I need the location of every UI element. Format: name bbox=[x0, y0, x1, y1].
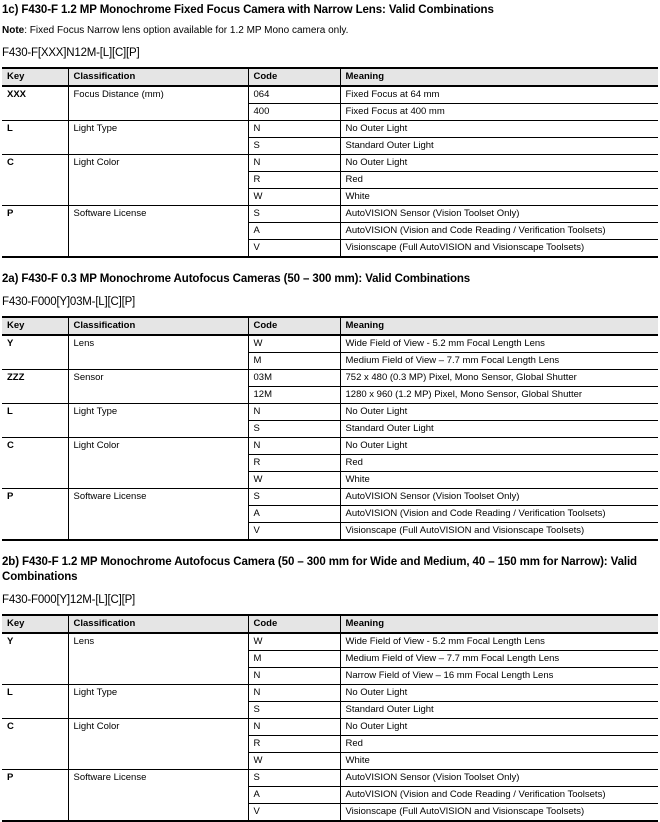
cell-code: N bbox=[248, 719, 340, 736]
cell-classification: Software License bbox=[68, 206, 248, 258]
cell-code: S bbox=[248, 770, 340, 787]
table-header-row bbox=[2, 615, 658, 633]
cell-code: W bbox=[248, 472, 340, 489]
section-heading: 1c) F430-F 1.2 MP Monochrome Fixed Focus Camera with Narrow Lens: Valid Combinations bbox=[2, 4, 494, 16]
part-number: F430-F000[Y]03M-[L][C][P] bbox=[2, 296, 136, 308]
part-number: F430-F000[Y]12M-[L][C][P] bbox=[2, 594, 136, 606]
cell-meaning: Red bbox=[340, 172, 658, 189]
cell-code: W bbox=[248, 189, 340, 206]
note-label: Note bbox=[2, 25, 25, 36]
cell-key: ZZZ bbox=[2, 370, 68, 404]
cell-meaning: Visionscape (Full AutoVISION and Visionscape Toolsets) bbox=[340, 240, 658, 258]
cell-meaning: Wide Field of View - 5.2 mm Focal Length Lens bbox=[345, 338, 545, 349]
column-header-classification: Classification bbox=[68, 317, 248, 335]
table-row bbox=[2, 489, 658, 506]
cell-meaning: 752 x 480 (0.3 MP) Pixel, Mono Sensor, Global Shutter bbox=[340, 370, 658, 387]
section-2a bbox=[2, 258, 658, 541]
cell-classification: Lens bbox=[68, 633, 248, 685]
cell-meaning: No Outer Light bbox=[340, 404, 658, 421]
table-row bbox=[2, 370, 658, 387]
cell-classification: Lens bbox=[68, 335, 248, 370]
cell-classification: Focus Distance (mm) bbox=[68, 86, 248, 121]
section-note bbox=[2, 24, 658, 38]
column-header-key: Key bbox=[2, 615, 68, 633]
column-header-key: Key bbox=[2, 317, 68, 335]
cell-meaning: AutoVISION Sensor (Vision Toolset Only) bbox=[340, 770, 658, 787]
cell-code: S bbox=[248, 702, 340, 719]
cell-code: 400 bbox=[248, 104, 340, 121]
section-spacer bbox=[2, 541, 658, 555]
valid-combinations-table bbox=[2, 316, 658, 541]
cell-code: M bbox=[248, 353, 340, 370]
section-2b bbox=[2, 541, 658, 822]
cell-classification: Software License bbox=[68, 489, 248, 541]
cell-code: S bbox=[248, 138, 340, 155]
table-row bbox=[2, 335, 658, 353]
cell-key: Y bbox=[2, 633, 68, 685]
cell-meaning: Wide Field of View - 5.2 mm Focal Length Lens bbox=[345, 636, 545, 647]
cell-code: M bbox=[248, 651, 340, 668]
cell-meaning: No Outer Light bbox=[340, 155, 658, 172]
cell-meaning: No Outer Light bbox=[340, 438, 658, 455]
cell-code: S bbox=[248, 421, 340, 438]
column-header-meaning: Meaning bbox=[340, 615, 658, 633]
cell-code: W bbox=[248, 633, 340, 651]
section-spacer bbox=[2, 258, 658, 272]
cell-meaning: AutoVISION Sensor (Vision Toolset Only) bbox=[340, 206, 658, 223]
cell-code: R bbox=[248, 736, 340, 753]
table-header-row bbox=[2, 68, 658, 86]
sections-container bbox=[2, 3, 658, 822]
table-row bbox=[2, 121, 658, 138]
cell-classification: Sensor bbox=[68, 370, 248, 404]
cell-meaning: Fixed Focus at 400 mm bbox=[340, 104, 658, 121]
cell-meaning: Medium Field of View – 7.7 mm Focal Length Lens bbox=[340, 651, 658, 668]
cell-meaning: Red bbox=[340, 455, 658, 472]
note-text: : Fixed Focus Narrow lens option available for 1.2 MP Mono camera only. bbox=[24, 25, 349, 36]
table-row bbox=[2, 155, 658, 172]
cell-code: 12M bbox=[248, 387, 340, 404]
cell-meaning: Standard Outer Light bbox=[340, 421, 658, 438]
cell-key: P bbox=[2, 206, 68, 258]
table-row bbox=[2, 770, 658, 787]
cell-classification: Software License bbox=[68, 770, 248, 822]
cell-meaning: White bbox=[340, 753, 658, 770]
cell-meaning: AutoVISION (Vision and Code Reading / Verification Toolsets) bbox=[340, 787, 658, 804]
cell-classification: Light Color bbox=[68, 719, 248, 770]
column-header-code: Code bbox=[248, 68, 340, 86]
column-header-classification: Classification bbox=[68, 615, 248, 633]
valid-combinations-table bbox=[2, 614, 658, 822]
cell-meaning: Narrow Field of View – 16 mm Focal Length Lens bbox=[340, 668, 658, 685]
cell-meaning: No Outer Light bbox=[340, 685, 658, 702]
cell-meaning: Red bbox=[340, 736, 658, 753]
cell-code: 064 bbox=[248, 86, 340, 104]
cell-classification: Light Color bbox=[68, 438, 248, 489]
cell-code: A bbox=[248, 506, 340, 523]
table-row bbox=[2, 86, 658, 104]
cell-meaning: AutoVISION (Vision and Code Reading / Verification Toolsets) bbox=[340, 506, 658, 523]
cell-meaning: Medium Field of View – 7.7 mm Focal Length Lens bbox=[340, 353, 658, 370]
cell-code: 03M bbox=[248, 370, 340, 387]
section-heading: 2b) F430-F 1.2 MP Monochrome Autofocus Camera (50 – 300 mm for Wide and Medium, 40 – 150 mm for Narrow): Valid Combinations bbox=[2, 556, 637, 583]
cell-key: P bbox=[2, 770, 68, 822]
cell-meaning: No Outer Light bbox=[340, 121, 658, 138]
table-row bbox=[2, 438, 658, 455]
cell-code: W bbox=[248, 335, 340, 353]
cell-key: L bbox=[2, 121, 68, 155]
table-row bbox=[2, 404, 658, 421]
cell-key: L bbox=[2, 404, 68, 438]
table-row bbox=[2, 719, 658, 736]
cell-code: R bbox=[248, 172, 340, 189]
cell-meaning: 1280 x 960 (1.2 MP) Pixel, Mono Sensor, Global Shutter bbox=[340, 387, 658, 404]
cell-classification: Light Type bbox=[68, 685, 248, 719]
cell-code: N bbox=[248, 438, 340, 455]
cell-meaning: AutoVISION Sensor (Vision Toolset Only) bbox=[340, 489, 658, 506]
cell-key: XXX bbox=[2, 86, 68, 121]
cell-code: S bbox=[248, 489, 340, 506]
cell-code: V bbox=[248, 523, 340, 541]
cell-meaning: White bbox=[340, 472, 658, 489]
cell-key: L bbox=[2, 685, 68, 719]
cell-key: Y bbox=[2, 335, 68, 370]
cell-code: N bbox=[248, 121, 340, 138]
cell-code: S bbox=[248, 206, 340, 223]
cell-code: V bbox=[248, 804, 340, 822]
column-header-code: Code bbox=[248, 317, 340, 335]
column-header-meaning: Meaning bbox=[340, 317, 658, 335]
cell-code: N bbox=[248, 404, 340, 421]
cell-meaning: Standard Outer Light bbox=[340, 702, 658, 719]
table-row bbox=[2, 633, 658, 651]
cell-key: P bbox=[2, 489, 68, 541]
cell-code: R bbox=[248, 455, 340, 472]
table-row bbox=[2, 685, 658, 702]
cell-meaning: White bbox=[340, 189, 658, 206]
column-header-classification: Classification bbox=[68, 68, 248, 86]
valid-combinations-table bbox=[2, 67, 658, 258]
cell-code: A bbox=[248, 787, 340, 804]
table-header-row bbox=[2, 317, 658, 335]
section-1c bbox=[2, 3, 658, 258]
cell-meaning: Fixed Focus at 64 mm bbox=[345, 89, 440, 100]
cell-meaning: No Outer Light bbox=[340, 719, 658, 736]
cell-code: N bbox=[248, 155, 340, 172]
table-row bbox=[2, 206, 658, 223]
part-number: F430-F[XXX]N12M-[L][C][P] bbox=[2, 47, 140, 59]
cell-key: C bbox=[2, 719, 68, 770]
cell-code: V bbox=[248, 240, 340, 258]
cell-meaning: AutoVISION (Vision and Code Reading / Verification Toolsets) bbox=[340, 223, 658, 240]
cell-classification: Light Type bbox=[68, 121, 248, 155]
cell-code: W bbox=[248, 753, 340, 770]
cell-meaning: Visionscape (Full AutoVISION and Visionscape Toolsets) bbox=[340, 523, 658, 541]
cell-code: A bbox=[248, 223, 340, 240]
cell-meaning: Visionscape (Full AutoVISION and Visionscape Toolsets) bbox=[340, 804, 658, 822]
column-header-key: Key bbox=[2, 68, 68, 86]
cell-classification: Light Color bbox=[68, 155, 248, 206]
cell-meaning: Standard Outer Light bbox=[340, 138, 658, 155]
cell-code: N bbox=[248, 668, 340, 685]
cell-key: C bbox=[2, 438, 68, 489]
column-header-meaning: Meaning bbox=[340, 68, 658, 86]
column-header-code: Code bbox=[248, 615, 340, 633]
cell-classification: Light Type bbox=[68, 404, 248, 438]
section-heading: 2a) F430-F 0.3 MP Monochrome Autofocus Cameras (50 – 300 mm): Valid Combinations bbox=[2, 273, 471, 285]
cell-key: C bbox=[2, 155, 68, 206]
cell-code: N bbox=[248, 685, 340, 702]
